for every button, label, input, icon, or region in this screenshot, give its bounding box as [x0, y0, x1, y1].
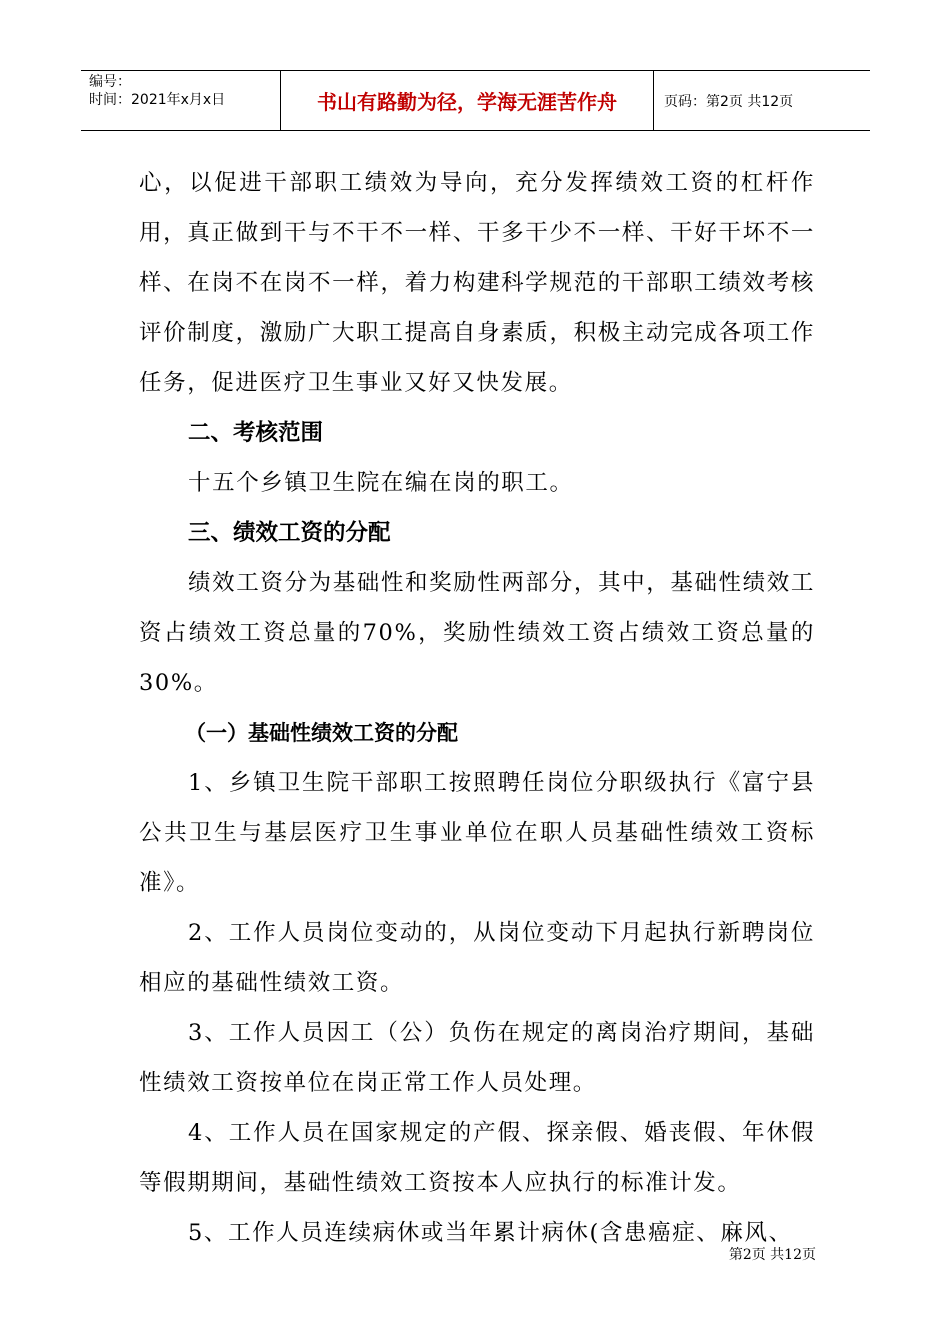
document-body [139, 158, 815, 1258]
paragraph-distribution: 绩效工资分为基础性和奖励性两部分，其中，基础性绩效工资占绩效工资总量的70%，奖励性绩效工资占绩效工资总量的30%。 [139, 570, 815, 696]
list-item-1: 1、乡镇卫生院干部职工按照聘任岗位分职级执行《富宁县公共卫生与基层医疗卫生事业单位在职人员基础性绩效工资标准》。 [139, 770, 815, 896]
heading-basic-wage: （一）基础性绩效工资的分配 [185, 721, 458, 745]
list-item-4: 4、工作人员在国家规定的产假、探亲假、婚丧假、年休假等假期期间，基础性绩效工资按本人应执行的标准计发。 [139, 1120, 815, 1196]
heading-distribution: 三、绩效工资的分配 [188, 520, 391, 546]
list-item-3: 3、工作人员因工（公）负伤在规定的离岗治疗期间，基础性绩效工资按单位在岗正常工作人员处理。 [139, 1020, 815, 1096]
page-footer: 第2页 共12页 [728, 1247, 816, 1263]
paragraph-scope: 十五个乡镇卫生院在编在岗的职工。 [188, 470, 574, 496]
header-meta [81, 71, 281, 130]
time-label: 时间：2021年x月x日 [89, 92, 226, 108]
page-header [81, 70, 870, 131]
header-page-info: 页码：第2页 共12页 [664, 93, 794, 110]
number-label: 编号： [89, 74, 131, 90]
paragraph-intro: 心，以促进干部职工绩效为导向，充分发挥绩效工资的杠杆作用，真正做到干与不干不一样、干多干少不一样、干好干坏不一样、在岗不在岗不一样，着力构建科学规范的干部职工绩效考核评价制度，激励广大职工提高自身素质，积极主动完成各项工作任务，促进医疗卫生事业又好又快发展。 [139, 170, 815, 396]
heading-scope: 二、考核范围 [188, 420, 324, 446]
list-item-5: 5、工作人员连续病休或当年累计病休(含患癌症、麻风、 [188, 1220, 793, 1246]
list-item-2: 2、工作人员岗位变动的，从岗位变动下月起执行新聘岗位相应的基础性绩效工资。 [139, 920, 815, 996]
header-motto: 书山有路勤为径，学海无涯苦作舟 [281, 71, 654, 130]
